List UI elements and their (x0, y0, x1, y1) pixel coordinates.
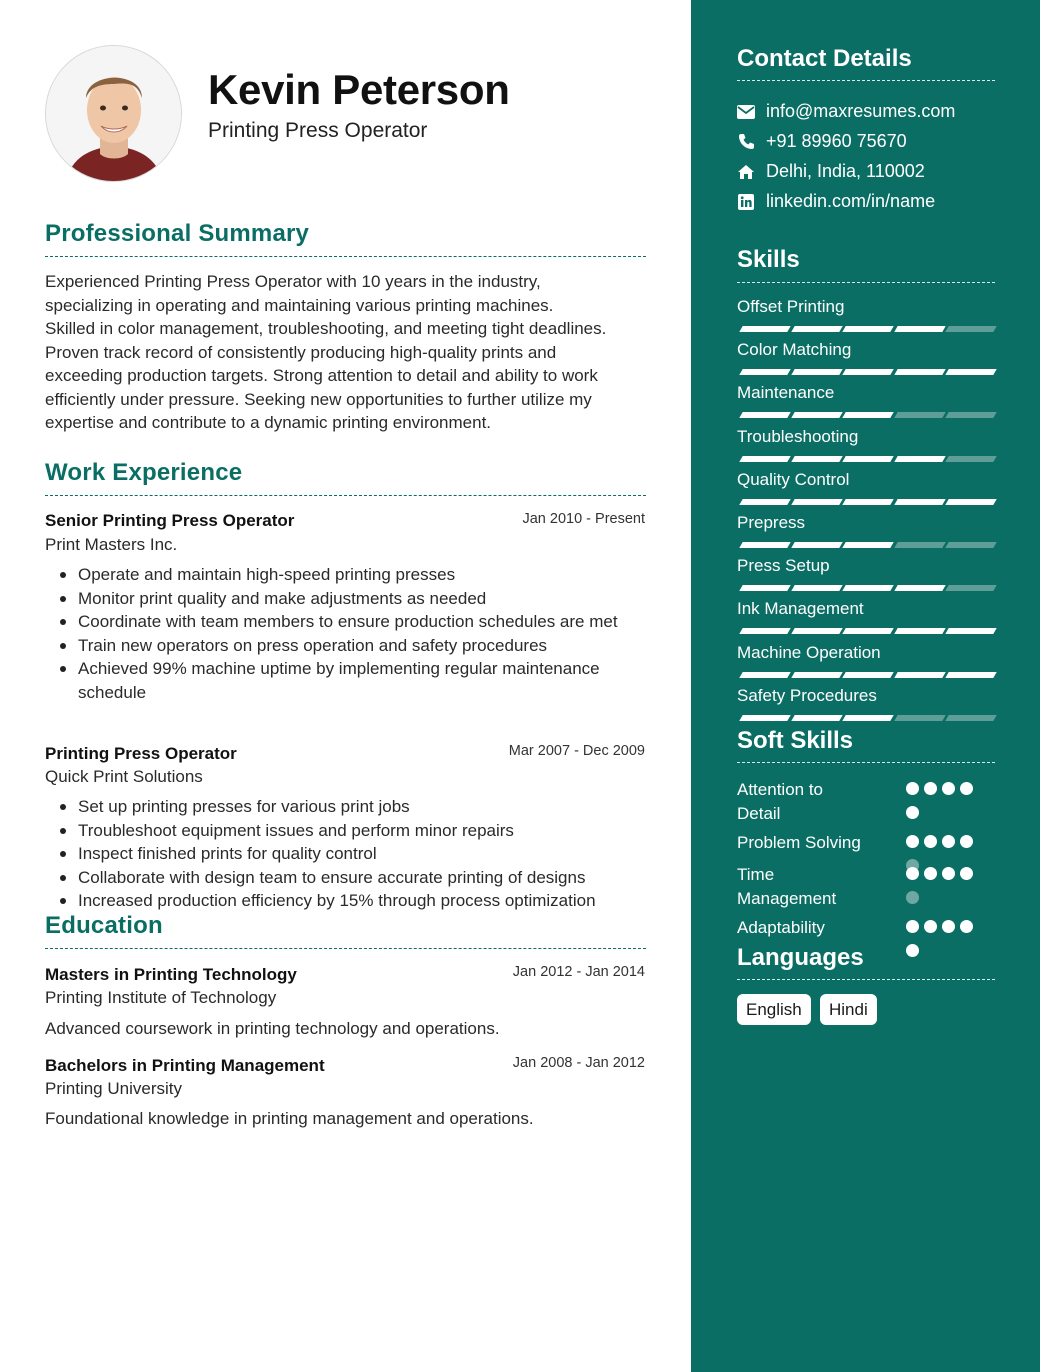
soft-skill-name-line: Management (737, 889, 837, 908)
skill-level-segment (945, 499, 996, 505)
skill-level-segment (894, 456, 945, 462)
school-name: Printing University (45, 1079, 182, 1098)
skill-level-segment (739, 456, 790, 462)
contact-phone[interactable] (737, 131, 907, 152)
language-badge: English (737, 994, 811, 1025)
envelope-icon (737, 103, 755, 121)
soft-skill-name (737, 831, 897, 855)
job-title: Printing Press Operator (45, 744, 237, 763)
divider (737, 282, 995, 283)
skill-level-segment (842, 499, 893, 505)
skill-name: Quality Control (737, 469, 850, 489)
skill-level-bar (737, 369, 993, 375)
skill-level-segment (791, 585, 842, 591)
skill-level-bar (737, 715, 993, 721)
job-company: Print Masters Inc. (45, 535, 178, 554)
soft-skill-name-line: Problem Solving (737, 833, 861, 852)
soft-skill-dot (924, 867, 937, 880)
divider (45, 256, 646, 257)
skill-level-segment (945, 369, 996, 375)
skill-level-segment (945, 456, 996, 462)
skill-level-bar (737, 499, 993, 505)
soft-skill-dot (942, 835, 955, 848)
bullet-item: Set up printing presses for various print jobs (78, 795, 648, 819)
skill-name: Color Matching (737, 340, 852, 360)
skill-level-segment (945, 715, 996, 721)
skill-level-bar (737, 628, 993, 634)
soft-skill-dot (960, 920, 973, 933)
contact-linkedin[interactable] (737, 191, 935, 212)
soft-skill-dot (906, 806, 919, 819)
skill-level-segment (842, 542, 893, 548)
skill-level-segment (894, 326, 945, 332)
summary-line: Experienced Printing Press Operator with 10 years in the industry, (45, 272, 541, 291)
bullet-item: Achieved 99% machine uptime by implementing regular maintenance schedule (78, 657, 648, 704)
skill-level-segment (894, 369, 945, 375)
skill-level-segment (945, 326, 996, 332)
school-name: Printing Institute of Technology (45, 988, 277, 1007)
bullet-item: Coordinate with team members to ensure production schedules are met (78, 610, 648, 634)
divider (737, 762, 995, 763)
skill-level-segment (791, 412, 842, 418)
skill-name: Press Setup (737, 556, 830, 576)
soft-skill-name (737, 863, 897, 911)
job-dates: Jan 2010 - Present (522, 511, 645, 527)
bullet-item: Collaborate with design team to ensure accurate printing of designs (78, 866, 648, 890)
skill-level-segment (894, 672, 945, 678)
soft-skill-name-line: Time (737, 865, 775, 884)
skill-level-bar (737, 412, 993, 418)
skill-level-bar (737, 326, 993, 332)
soft-skill-dot (924, 835, 937, 848)
contact-address (737, 161, 925, 182)
job-bullets (78, 563, 648, 704)
skill-level-segment (842, 715, 893, 721)
avatar (45, 45, 182, 182)
skill-level-segment (739, 672, 790, 678)
summary-line: Skilled in color management, troubleshooting, and meeting tight deadlines. (45, 319, 607, 338)
job-company: Quick Print Solutions (45, 767, 203, 786)
soft-skill-dot (906, 835, 919, 848)
skill-level-segment (791, 326, 842, 332)
skills-heading: Skills (737, 246, 800, 273)
soft-skill-name (737, 778, 897, 826)
education-desc: Advanced coursework in printing technology and operations. (45, 1019, 500, 1038)
education-heading: Education (45, 912, 163, 939)
soft-skill-dot (906, 867, 919, 880)
soft-skills-heading: Soft Skills (737, 727, 854, 754)
skill-level-segment (791, 715, 842, 721)
linkedin-icon (737, 193, 755, 211)
skill-level-segment (842, 628, 893, 634)
skill-level-segment (894, 628, 945, 634)
language-badge: Hindi (820, 994, 877, 1025)
soft-skill-dot (906, 920, 919, 933)
bullet-item: Inspect finished prints for quality control (78, 842, 648, 866)
candidate-name: Kevin Peterson (208, 66, 510, 113)
skill-level-bar (737, 542, 993, 548)
soft-skill-dot (960, 782, 973, 795)
summary-line: efficiently under pressure. Seeking new opportunities to further utilize my (45, 389, 592, 409)
skill-level-segment (842, 412, 893, 418)
skill-level-segment (842, 326, 893, 332)
contact-linkedin-text: linkedin.com/in/name (766, 191, 936, 211)
skill-level-segment (894, 499, 945, 505)
soft-skill-dot (924, 920, 937, 933)
skill-level-segment (842, 369, 893, 375)
summary-line: Proven track record of consistently producing high-quality prints and (45, 342, 557, 362)
divider (737, 80, 995, 81)
skill-name: Troubleshooting (737, 426, 859, 446)
contact-address-text: Delhi, India, 110002 (766, 161, 925, 181)
soft-skill-dot (960, 867, 973, 880)
divider (737, 979, 995, 980)
divider (45, 948, 646, 949)
bullet-item: Train new operators on press operation and safety procedures (78, 634, 648, 658)
summary-line: exceeding production targets. Strong attention to detail and ability to work (45, 366, 598, 385)
summary-line: expertise and contribute to a dynamic printing environment. (45, 413, 492, 432)
phone-icon (737, 133, 755, 151)
skill-level-segment (791, 369, 842, 375)
education-dates: Jan 2012 - Jan 2014 (512, 964, 645, 980)
skill-level-segment (739, 542, 790, 548)
degree-title: Masters in Printing Technology (45, 965, 297, 984)
soft-skill-dot (906, 891, 919, 904)
skill-level-segment (894, 585, 945, 591)
skill-level-segment (791, 672, 842, 678)
contact-email-text: info@maxresumes.com (766, 101, 956, 121)
soft-skill-name (737, 916, 897, 940)
soft-skill-name-line: Adaptability (737, 918, 825, 937)
skill-level-segment (739, 369, 790, 375)
candidate-role: Printing Press Operator (208, 119, 428, 142)
contact-phone-text: +91 89960 75670 (766, 131, 907, 151)
bullet-item: Troubleshoot equipment issues and perform minor repairs (78, 819, 648, 843)
education-dates: Jan 2008 - Jan 2012 (512, 1055, 645, 1071)
soft-skill-dot (906, 944, 919, 957)
skill-level-segment (945, 412, 996, 418)
profile-photo (46, 46, 182, 182)
skill-level-segment (945, 542, 996, 548)
skill-level-segment (945, 628, 996, 634)
job-bullets (78, 795, 648, 913)
skill-level-segment (739, 499, 790, 505)
soft-skill-name-line: Detail (737, 804, 781, 823)
job-dates: Mar 2007 - Dec 2009 (508, 743, 645, 759)
soft-skill-dot (924, 782, 937, 795)
skill-level-segment (945, 585, 996, 591)
soft-skill-dot (906, 782, 919, 795)
soft-skill-dot (942, 782, 955, 795)
bullet-item: Operate and maintain high-speed printing presses (78, 563, 648, 587)
skill-level-segment (945, 672, 996, 678)
summary-heading: Professional Summary (45, 220, 310, 247)
skill-level-segment (791, 499, 842, 505)
skill-level-segment (739, 628, 790, 634)
skill-name: Maintenance (737, 383, 835, 403)
soft-skill-dot (960, 835, 973, 848)
skill-name: Safety Procedures (737, 685, 877, 705)
summary-text (45, 270, 650, 435)
skill-name: Prepress (737, 513, 806, 532)
soft-skill-dot (942, 920, 955, 933)
skill-name: Offset Printing (737, 297, 845, 316)
skill-level-bar (737, 456, 993, 462)
skill-name: Ink Management (737, 599, 864, 619)
skill-level-segment (739, 715, 790, 721)
skill-name: Machine Operation (737, 642, 881, 662)
job-title: Senior Printing Press Operator (45, 511, 295, 530)
skill-level-segment (791, 628, 842, 634)
skill-level-segment (894, 715, 945, 721)
soft-skill-name-line: Attention to (737, 780, 824, 799)
home-icon (737, 163, 755, 181)
divider (45, 495, 646, 496)
experience-heading: Work Experience (45, 459, 243, 486)
skill-level-segment (842, 672, 893, 678)
bullet-item: Increased production efficiency by 15% through process optimization (78, 889, 648, 913)
skill-level-segment (894, 412, 945, 418)
skill-level-segment (739, 585, 790, 591)
skill-level-segment (894, 542, 945, 548)
contact-email[interactable] (737, 101, 955, 122)
bullet-item: Monitor print quality and make adjustments as needed (78, 587, 648, 611)
languages-heading: Languages (737, 944, 864, 971)
skill-level-segment (739, 326, 790, 332)
skill-level-segment (791, 542, 842, 548)
skill-level-segment (791, 456, 842, 462)
contact-heading: Contact Details (737, 45, 912, 72)
skill-level-bar (737, 672, 993, 678)
education-desc: Foundational knowledge in printing management and operations. (45, 1109, 534, 1128)
skill-level-segment (842, 456, 893, 462)
skill-level-segment (842, 585, 893, 591)
soft-skill-dot (942, 867, 955, 880)
skill-level-segment (739, 412, 790, 418)
summary-line: specializing in operating and maintaining various printing machines. (45, 295, 554, 315)
degree-title: Bachelors in Printing Management (45, 1056, 325, 1075)
skill-level-bar (737, 585, 993, 591)
